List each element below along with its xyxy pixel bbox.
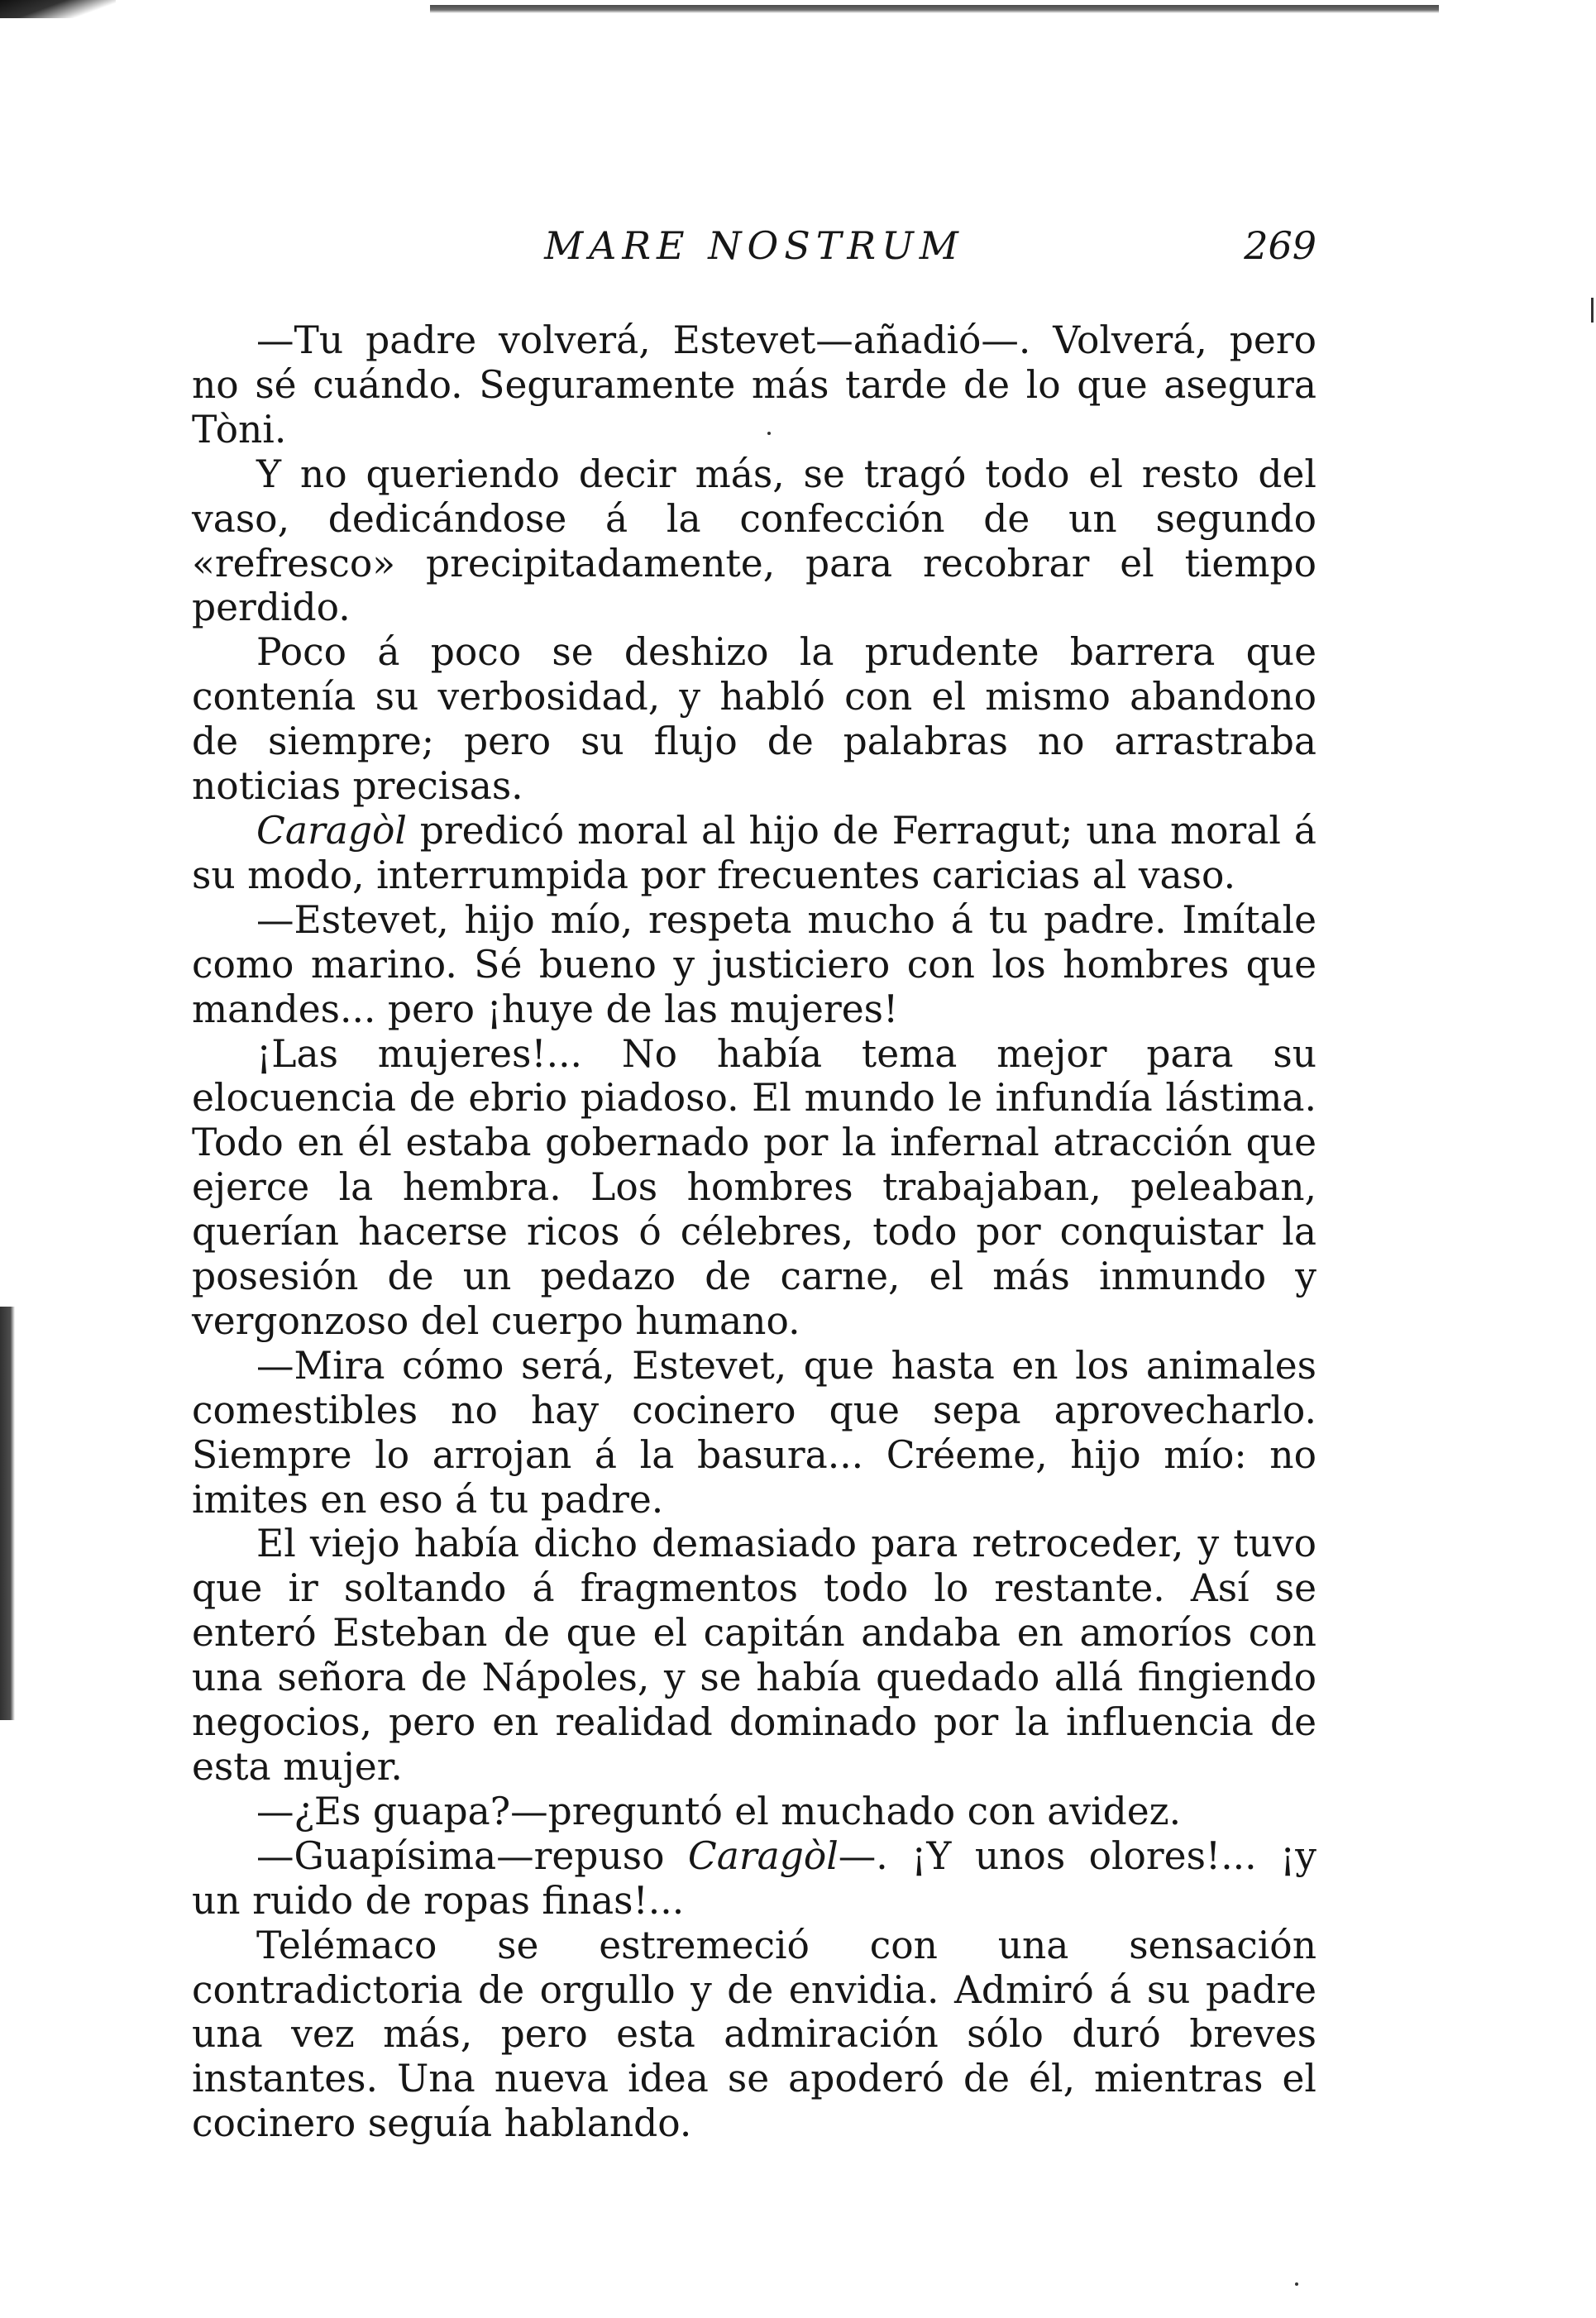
scan-corner-mark: [0, 0, 116, 18]
paragraph: [192, 809, 1316, 898]
paragraph: [192, 1924, 1316, 2147]
text-run: Telémaco se estremeció con una sensación contradictoria de orgullo y de envidia. Admiró á su padre una vez más, pero esta admiración sólo duró breves instantes. Una nueva idea se apoderó de él, mientras el cocinero seguía hablando.: [192, 1923, 1316, 2146]
paragraph: [192, 318, 1316, 452]
scan-top-edge: [430, 5, 1439, 13]
text-run: El viejo había dicho demasiado para retroceder, y tuvo que ir soltando á fragmentos todo lo restante. Así se enteró Esteban de que el capitán andaba en amoríos con una señora de Nápoles, y se había quedado allá fingiendo negocios, pero en realidad dominado por la influencia de esta mujer.: [192, 1522, 1316, 1789]
text-run: —Guapísima—repuso: [256, 1833, 688, 1878]
text-run: ¡Las mujeres!... No había tema mejor para su elocuencia de ebrio piadoso. El mundo le infundía lástima. Todo en él estaba gobernado por la infernal atracción que ejerce la hembra. Los hombres trabajaban, peleaban, querían hacerse ricos ó célebres, todo por conquistar la posesión de un pedazo de carne, el más inmundo y vergonzoso del cuerpo humano.: [192, 1031, 1316, 1343]
paragraph: [192, 452, 1316, 631]
text-run: Y no queriendo decir más, se tragó todo el resto del vaso, dedicándose á la confección de un segundo «refresco» precipitadamente, para recobrar el tiempo perdido.: [192, 452, 1316, 630]
character-name: Caragòl: [687, 1833, 839, 1878]
paragraph: [192, 1790, 1316, 1834]
character-name: Caragòl: [256, 808, 407, 853]
paragraph: [192, 1522, 1316, 1789]
paragraph: [192, 1032, 1316, 1344]
paragraph: [192, 898, 1316, 1032]
running-head: [192, 217, 1316, 275]
text-run: —. ¡Y unos olores!... ¡y un ruido de ropas finas!...: [192, 1833, 1316, 1923]
scan-edge-mark: [1591, 298, 1594, 323]
paragraph: [192, 630, 1316, 809]
text-run: —¿Es guapa?—preguntó el muchado con avidez.: [256, 1789, 1182, 1833]
paragraph: [192, 1344, 1316, 1522]
text-run: predicó moral al hijo de Ferragut; una moral á su modo, interrumpida por frecuentes caricias al vaso.: [192, 808, 1316, 897]
page-number: 269: [1244, 223, 1316, 268]
text-run: —Mira cómo será, Estevet, que hasta en los animales comestibles no hay cocinero que sepa aprovecharlo. Siempre lo arrojan á la basura... Créeme, hijo mío: no imites en eso á tu padre.: [192, 1343, 1316, 1522]
text-run: Poco á poco se deshizo la prudente barrera que contenía su verbosidad, y habló con el mismo abandono de siempre; pero su flujo de palabras no arrastraba noticias precisas.: [192, 630, 1316, 809]
paragraph: [192, 1834, 1316, 1924]
text-run: —Tu padre volverá, Estevet—añadió—. Volverá, pero no sé cuándo. Seguramente más tarde de lo que asegura Tòni.: [192, 318, 1316, 452]
text-run: —Estevet, hijo mío, respeta mucho á tu padre. Imítale como marino. Sé bueno y justiciero con los hombres que mandes... pero ¡huye de las mujeres!: [192, 897, 1316, 1031]
running-title: MARE NOSTRUM: [544, 223, 964, 268]
ink-speck: [1295, 2282, 1298, 2286]
scan-binding-shadow: [0, 1307, 15, 1720]
body-text: [192, 318, 1316, 2146]
